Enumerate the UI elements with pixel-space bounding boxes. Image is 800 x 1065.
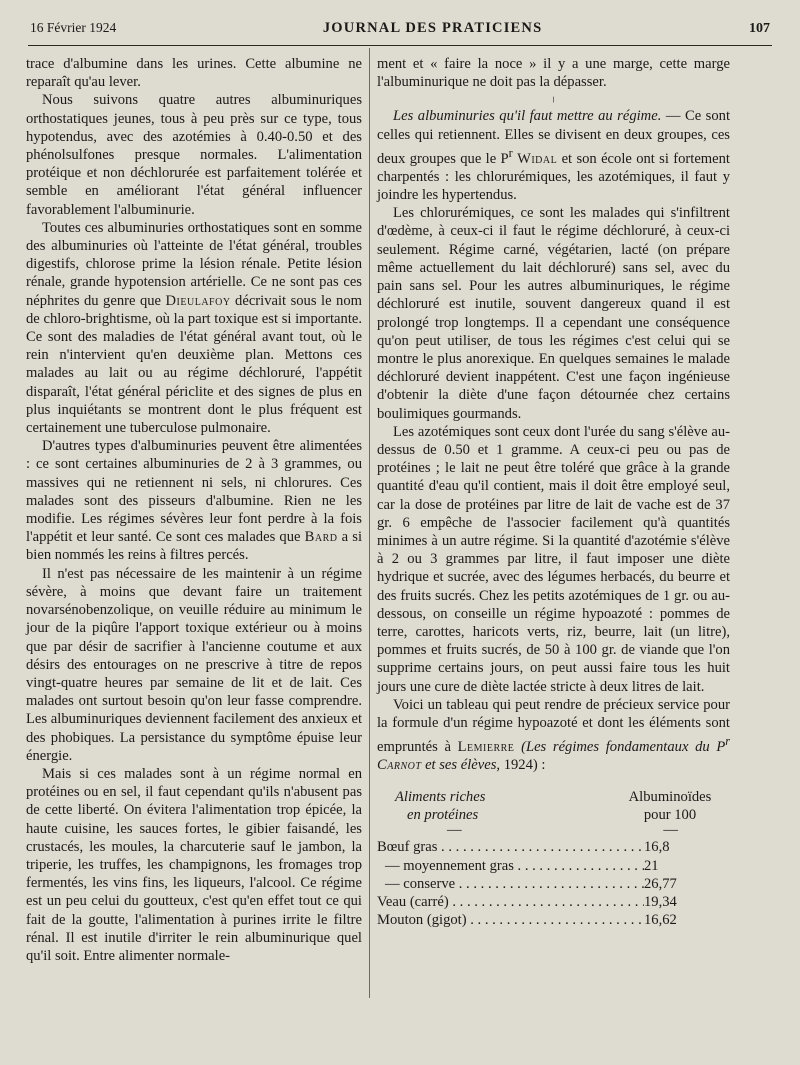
reference-text: (Les régimes fondamentaux du P [521,739,726,756]
reference-year: 1924) : [503,757,546,774]
paragraph: Les azotémiques sont ceux dont l'urée du sang s'élève au-dessus de 0.50 et 1 gramme. A ceux-ci peu ou pas de protéines ; le lait ne peut être toléré que grâce à la grande quantité d'eau qu'il contient, mais il doit être employé seul, car la dose de protéines par litre de lait de vache est de 37 gr. 6 empêche de l'associer facilement qu'à quantités minimes à un autre régime. Si la quantité d'azotémie s'élève à 2 ou 3 grammes par litre, il faut imposer une diète hydrique et sucrée, avec des légumes herbacés, du beurre et des fruits sucrés. Chez les petits azotémiques de 1 gr. ou au-dessous, on conseille un régime hypoazoté : pommes de terre, carottes, haricots verts, riz, beurre, lait (un litre), pommes et fruits sucrés, de 50 à 100 gr. de viande que l'on supprime certains jours, on peut aussi faire tous les huit jours une cure de diète lactée stricte à deux litres de lait. [377,423,730,695]
paragraph: Mais si ces malades sont à un régime normal en protéines ou en sel, il faut cependant qu'ils n'abusent pas de cette liberté. On évitera l'alimentation trop épicée, la haute cuisine, les sauces fortes, le gibier faisandé, les crustacés, les moules, la charcuterie sauf le jambon, la triperie, les truffes, les champignons, les fromages trop fermentés, les vins fins, les liqueurs, l'alcool. Ce régime est un peu celui du goutteux, c'est qu'en effet tout ce qui fait de la goutte, l'alimentation à purines irrite le filtre rénal. Il est inutile d'irriter le rein albuminurique quel qu'il soit. Entre alimenter normale- [26,765,362,964]
header-date: 16 Février 1924 [30,20,117,35]
albuminoid-value: 16,8 [644,839,670,856]
column-divider [369,48,370,998]
paragraph [26,219,362,437]
paragraph: trace d'albumine dans les urines. Cette albumine ne reparaît qu'au lever. [26,56,362,91]
page-header [30,20,770,42]
table-header [377,788,730,824]
table-col1-header [377,788,485,824]
table-row [377,893,730,911]
albuminoid-value: 19,34 [644,894,677,911]
paragraph: ment et « faire la noce » il y a une marge, cette marge l'albuminurique ne doit pas la dépasser. [377,56,730,91]
albuminoid-value: 21 [644,857,659,874]
journal-title: JOURNAL DES PRATICIENS [322,20,543,36]
paragraph-text: — Ce sont celles qui retiennent. Elles se divisent en deux groupes, ces deux groupes que le P [377,108,730,167]
section-title: Les albuminuries qu'il faut mettre au régime. [393,108,662,125]
paragraph: Les chlorurémiques, ce sont les malades qui s'infiltrent d'œdème, à ceux-ci il faut le régime déchloruré, à ceux-ci seulement. Régime carné, végétarien, lacté (on prépare même actuellement du lait déchloruré) sans sel, avec du pain sans sel. Pour les autres albuminuriques, le régime déchloruré est inutile, souvent dangereux quand il est prolongé trop longtemps. Il a cependant une conséquence qu'on peut utiliser, de tous les régimes c'est celui qui se montre le plus anorexique. En quelques semaines le malade déchloruré devient inappétent. C'est une façon ingénieuse d'obtenir la diète d'une façon détournée chez certains boulimiques gourmands. [377,205,730,422]
paragraph-text: D'autres types d'albuminuries peuvent être alimentées : ce sont certaines albuminuries de 2 à 3 grammes, ou massives qui ne retiennent ni sels, ni chlorures. Ces malades sont des pisseurs d'albumine. Rien ne les modifie. Les régimes sévères leur font perdre à la fois l'appétit et leur santé. Ce sont ces malades que [26,438,362,546]
paragraph-text: décrivait sous le nom de chloro-brightisme, où la part toxique est si importante. Ce sont des maladies de l'état général avant tout, où le rein n'intervient qu'en deuxième plan. Mettons ces malades au lait ou au régime déchloruré, l'appétit disparaît, l'état général périclite et des signes de plus en plus inquiétants se montrent dont le plus fréquent est certainement une tuberculose pulmonaire. [26,292,362,437]
author-name: Lemierre [457,739,515,756]
superscript: r [725,734,731,749]
table-row [377,875,730,893]
paragraph-text: Voici un tableau qui peut rendre de précieux service pour la formule d'un régime hypoazoté et dont les éléments sont empruntés à [377,696,730,756]
food-name: — moyennement gras . . . [377,857,644,875]
header-line: pour 100 [643,807,697,824]
page-number: 107 [749,21,770,36]
paragraph-text: a si bien nommés les reins à filtres percés. [26,529,362,564]
superscript: r [508,145,513,160]
table-row [377,857,730,875]
author-name: Bard [304,529,338,546]
food-name: Veau (carré) . . . [377,893,644,911]
header-rule [28,45,772,46]
author-name: Dieulafoy [165,292,231,309]
separator: ╷ [550,92,557,104]
food-name: Bœuf gras . . . [377,838,644,856]
table-row [377,911,730,929]
paragraph [377,107,730,204]
header-line: en protéines [407,807,479,824]
albuminoid-value: 16,62 [644,912,677,929]
paragraph-text: et son école ont si fortement charpentés : les chlorurémiques, les azotémiques, il faut y joindre les hypertendus. [377,150,730,204]
paragraph [26,437,362,564]
table-col2-header [610,788,730,824]
reference-text: et ses élèves, [425,757,501,774]
paragraph: Nous suivons quatre autres albuminuriques orthostatiques jeunes, tous à peu près sur ce type, tous hypotendus, avec des azotémies à 0.40-0.50 et des phénolsulfones presque normales. L'alimentation protéique et non déchlorurée est parfaitement tolérée et semble en améliorant l'état général influencer favorablement l'albuminurie. [26,92,362,218]
header-line: Aliments riches [395,789,486,806]
header-line: Albuminoïdes [628,789,712,806]
table-header-rule: — — [447,822,678,839]
author-name: Widal [517,150,558,167]
table-row [377,838,730,856]
left-column [26,55,362,965]
albuminoid-value: 26,77 [644,875,677,892]
author-name: Carnot [377,757,422,774]
paragraph-text: Toutes ces albuminuries orthostatiques sont en somme des albuminuries où l'atteinte de l'état général, troubles digestifs, chlorose prime la lésion rénale. Petite lésion rénale, grande hypotension artérielle. Ce ne sont pas ces néphrites du genre que [26,219,362,309]
paragraph: Il n'est pas nécessaire de les maintenir à un régime sévère, à moins que devant faire un traitement novarsénobenzolique, on veuille réduire au minimum le jour de la piqûre l'apport toxique extérieur ou à moins que par désir de sacrifier à l'ancienne coutume et aux désirs des entourages on ne prescrive à titre de repos vingt-quatre heures par semaine de lit et de lait. Ces malades ont surtout besoin qu'on leur fasse comprendre. Les albuminuriques deviennent facilement des anxieux et des phobiques. La persistance du symptôme épuise leur énergie. [26,565,362,764]
paragraph [377,696,730,775]
right-column [377,55,730,929]
food-name: Mouton (gigot) . . . [377,911,644,929]
table-body [377,838,730,929]
food-name: — conserve . . . [377,875,644,893]
